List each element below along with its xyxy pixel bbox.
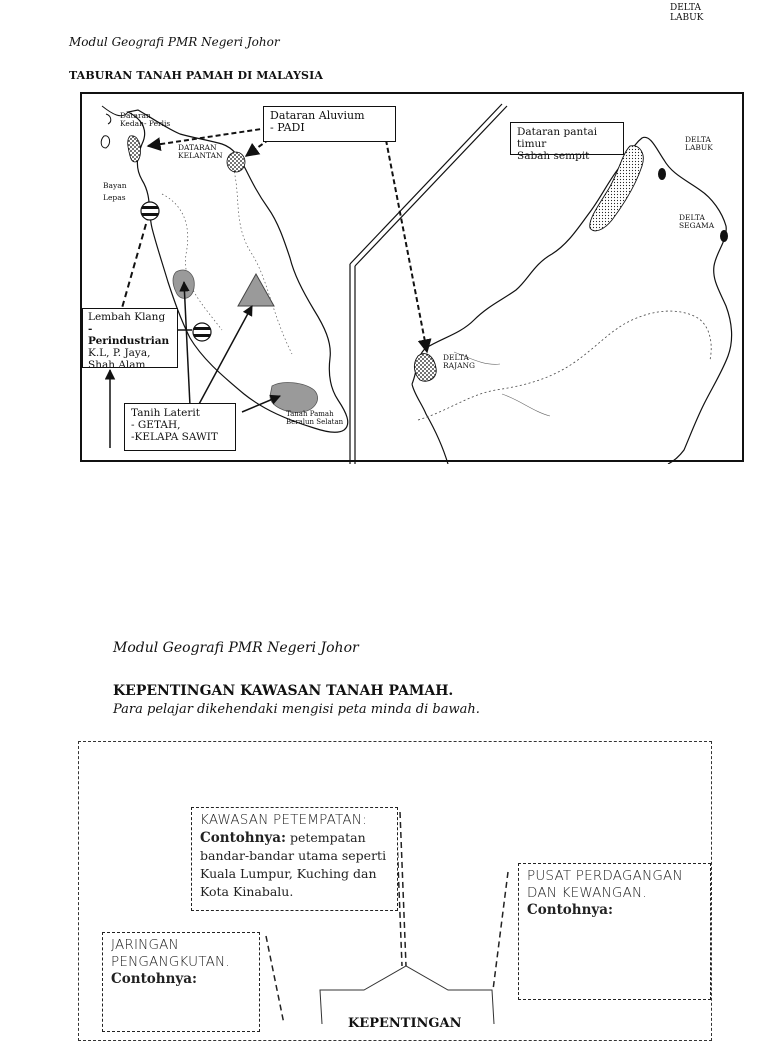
laterite-line2: - GETAH, [131, 419, 181, 431]
klang-line3: K.L, P. Jaya, [88, 347, 151, 359]
bayan-line1: Bayan [103, 181, 127, 190]
aluvium-line1: Dataran Aluvium [270, 109, 365, 122]
transport-example-label: Contohnya: [111, 971, 198, 987]
sabah-coastal-line2: Sabah sempit [517, 150, 590, 162]
segama-line1: DELTA [679, 213, 705, 222]
klang-line4: Shah Alam [88, 359, 146, 371]
page2-subtitle: Para pelajar dikehendaki mengisi peta minda di bawah. [113, 702, 480, 717]
tanah-pamah-line1: Tanah Pamah [286, 410, 334, 418]
box-trade-finance [518, 863, 711, 1000]
page1-title: TABURAN TANAH PAMAH DI MALAYSIA [69, 69, 323, 82]
settlement-example-text: petempatan bandar-bandar utama seperti Kuala Lumpur, Kuching dan Kota Kinabalu. [200, 830, 387, 899]
bayan-line2: Lepas [103, 193, 126, 202]
laterite-line3: -KELAPA SAWIT [131, 431, 218, 443]
trade-title-line2: DAN KEWANGAN. [527, 885, 647, 901]
page2-header: Modul Geografi PMR Negeri Johor [113, 640, 359, 656]
kedah-line1: Dataran [120, 111, 151, 120]
sabah-coastal-line1: Dataran pantai timur [517, 126, 598, 150]
page1-header: Modul Geografi PMR Negeri Johor [69, 35, 280, 49]
rajang-line2: RAJANG [443, 361, 476, 370]
settlement-title: KAWASAN PETEMPATAN: [200, 812, 367, 828]
transport-title-line1: JARINGAN [111, 937, 179, 953]
trade-example-label: Contohnya: [527, 902, 614, 918]
rajang-line1: DELTA [443, 353, 469, 362]
labuk-line2: LABUK [685, 143, 713, 152]
kelantan-line1: DATARAN [178, 143, 217, 152]
klang-line1: Lembah Klang [88, 311, 166, 323]
labuk-line1: DELTA [685, 135, 711, 144]
transport-title-line2: PENGANGKUTAN. [111, 954, 230, 970]
klang-line2: -Perindustrian [88, 323, 170, 347]
laterite-line1: Tanih Laterit [131, 407, 200, 419]
settlement-example-label: Contohnya: [200, 830, 287, 846]
aluvium-line2: - PADI [270, 121, 305, 134]
page2-title: KEPENTINGAN KAWASAN TANAH PAMAH. [113, 683, 454, 699]
center-label: KEPENTINGAN [348, 1016, 462, 1031]
segama-line2: SEGAMA [679, 221, 715, 230]
trade-title-line1: PUSAT PERDAGANGAN [527, 868, 683, 884]
kelantan-line2: KELANTAN [178, 151, 223, 160]
tanah-pamah-line2: Beralun Selatan [286, 418, 344, 426]
corner-label-line2: LABUK [670, 13, 704, 23]
corner-label-line1: DELTA [670, 3, 702, 13]
box-settlement-area [191, 807, 398, 911]
box-transport-network [102, 932, 260, 1032]
kedah-line2: Kedah- Perlis [120, 119, 171, 128]
